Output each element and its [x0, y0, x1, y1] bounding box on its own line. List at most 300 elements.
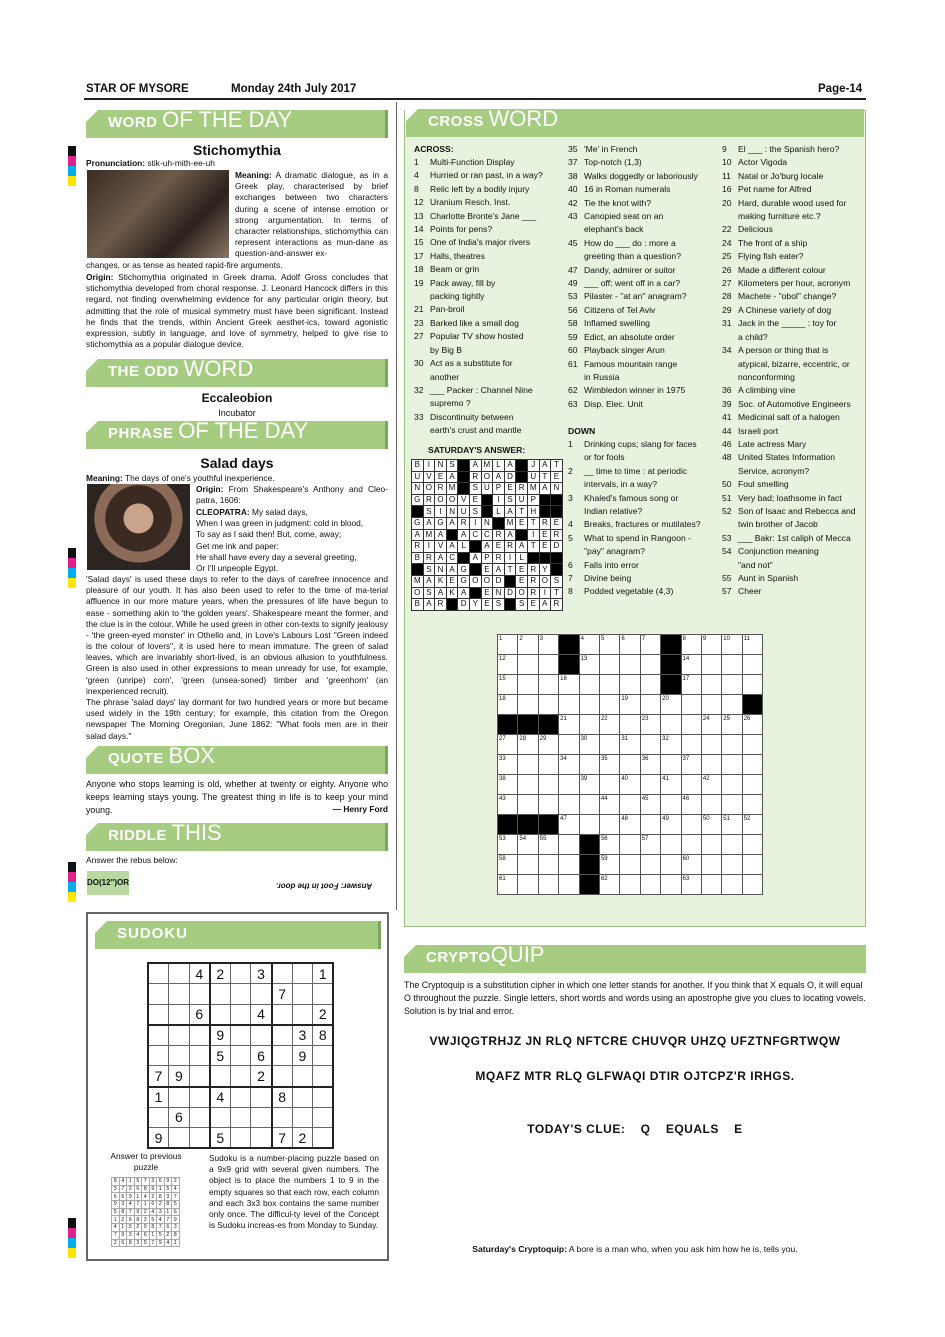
crossword-cell[interactable] — [742, 775, 762, 795]
crossword-cell[interactable] — [640, 655, 660, 675]
crossword-cell[interactable] — [701, 655, 721, 675]
crossword-cell[interactable] — [620, 875, 640, 895]
sudoku-cell[interactable] — [169, 984, 190, 1005]
crossword-cell[interactable] — [701, 835, 721, 855]
crossword-cell[interactable] — [518, 875, 538, 895]
answer-cell: I — [469, 517, 481, 529]
sudoku-cell[interactable]: 5 — [210, 1045, 231, 1066]
crossword-cell[interactable] — [722, 755, 742, 775]
sudoku-cell[interactable] — [210, 1004, 231, 1025]
clue-line — [568, 344, 718, 357]
answer-cell: 9 — [157, 1239, 165, 1247]
answer-cell: U — [527, 471, 539, 483]
sudoku-cell[interactable]: 3 — [251, 963, 272, 984]
crossword-cell[interactable]: 54 — [518, 835, 538, 855]
crossword-cell[interactable] — [640, 735, 660, 755]
clue-line — [414, 263, 564, 276]
crossword-cell[interactable] — [722, 835, 742, 855]
crossword-cell[interactable] — [538, 875, 558, 895]
sudoku-cell[interactable] — [230, 984, 251, 1005]
crossword-cell[interactable] — [620, 835, 640, 855]
crossword-cell[interactable]: 20 — [661, 695, 681, 715]
crossword-cell[interactable]: 11 — [742, 635, 762, 655]
crossword-cell[interactable] — [518, 655, 538, 675]
crossword-cell[interactable] — [742, 855, 762, 875]
sudoku-cell[interactable] — [169, 1025, 190, 1046]
wotd-banner-rest: OF THE DAY — [162, 106, 293, 132]
sudoku-cell[interactable]: 7 — [272, 1128, 293, 1149]
sudoku-cell[interactable] — [189, 1045, 210, 1066]
crossword-cell[interactable] — [681, 735, 701, 755]
crossword-cell[interactable] — [701, 735, 721, 755]
crossword-cell[interactable] — [620, 755, 640, 775]
sudoku-cell[interactable] — [230, 1066, 251, 1087]
sudoku-cell[interactable] — [272, 1004, 293, 1025]
crossword-cell[interactable] — [742, 795, 762, 815]
sudoku-cell[interactable]: 3 — [292, 1025, 313, 1046]
clue-line — [722, 398, 862, 411]
sudoku-cell[interactable] — [313, 1107, 334, 1128]
answer-cell: U — [481, 483, 493, 495]
clue-number: 26 — [722, 264, 732, 275]
sudoku-cell[interactable] — [169, 1128, 190, 1149]
crossword-cell[interactable]: 51 — [722, 815, 742, 835]
crossword-cell[interactable] — [620, 855, 640, 875]
clue-line — [568, 532, 718, 545]
clue-number: 37 — [568, 157, 578, 168]
clue-number: 27 — [722, 278, 732, 289]
crossword-cell[interactable] — [518, 755, 538, 775]
crossword-cell[interactable]: 12 — [498, 655, 518, 675]
crossword-cell[interactable]: 50 — [701, 815, 721, 835]
crossword-cell[interactable] — [722, 855, 742, 875]
clue-line — [568, 143, 718, 156]
page-number: Page-14 — [818, 83, 863, 95]
crossword-cell[interactable] — [701, 855, 721, 875]
clue-line — [722, 290, 862, 303]
sudoku-cell[interactable]: 7 — [272, 984, 293, 1005]
sudoku-cell[interactable]: 2 — [292, 1128, 313, 1149]
crossword-cell[interactable] — [701, 755, 721, 775]
sudoku-cell[interactable] — [189, 1128, 210, 1149]
crossword-cell[interactable]: 7 — [640, 635, 660, 655]
crossword-cell[interactable] — [681, 775, 701, 795]
crossword-cell[interactable]: 2 — [518, 635, 538, 655]
clue-number: 3 — [568, 492, 573, 503]
odd-banner-b: WORD — [183, 355, 254, 381]
crossword-cell[interactable]: 19 — [620, 695, 640, 715]
answer-cell: A — [446, 541, 458, 553]
crossword-cell[interactable]: 27 — [498, 735, 518, 755]
crossword-cell[interactable] — [538, 755, 558, 775]
crossword-cell[interactable] — [722, 655, 742, 675]
crossword-cell[interactable]: 25 — [722, 715, 742, 735]
sudoku-cell[interactable]: 6 — [169, 1107, 190, 1128]
crossword-cell[interactable]: 1 — [498, 635, 518, 655]
sudoku-cell[interactable] — [313, 984, 334, 1005]
crossword-cell[interactable] — [742, 835, 762, 855]
sudoku-cell[interactable]: 4 — [251, 1004, 272, 1025]
crossword-cell[interactable] — [579, 795, 599, 815]
sudoku-cell[interactable] — [251, 984, 272, 1005]
crossword-cell[interactable]: 47 — [559, 815, 579, 835]
crossword-cell[interactable] — [742, 875, 762, 895]
answer-cell: B — [412, 599, 424, 611]
sudoku-cell[interactable] — [313, 1045, 334, 1066]
wotd-meaning — [235, 170, 388, 259]
sudoku-cell[interactable] — [292, 984, 313, 1005]
crossword-cell[interactable] — [599, 695, 619, 715]
clue-line — [414, 344, 564, 357]
sudoku-grid[interactable] — [147, 962, 334, 1149]
crossword-cell[interactable] — [640, 695, 660, 715]
crossword-cell[interactable] — [681, 715, 701, 735]
answer-cell: 4 — [119, 1178, 127, 1186]
crossword-cell[interactable]: 3 — [538, 635, 558, 655]
sudoku-cell[interactable]: 2 — [313, 1004, 334, 1025]
crossword-cell[interactable] — [599, 775, 619, 795]
crossword-cell[interactable] — [579, 815, 599, 835]
crossword-cell[interactable]: 24 — [701, 715, 721, 735]
answer-black-square — [539, 506, 551, 518]
sudoku-cell[interactable]: 1 — [148, 1087, 169, 1108]
crossword-cell[interactable]: 45 — [640, 795, 660, 815]
crossword-cell[interactable] — [518, 775, 538, 795]
crossword-cell[interactable] — [620, 675, 640, 695]
sudoku-cell[interactable] — [272, 1025, 293, 1046]
answer-cell: 2 — [119, 1216, 127, 1224]
crossword-cell[interactable]: 8 — [681, 635, 701, 655]
crossword-cell[interactable] — [661, 835, 681, 855]
clue-text: Medicinal salt of a halogen — [738, 412, 840, 423]
sudoku-cell[interactable] — [251, 1128, 272, 1149]
crossword-cell[interactable] — [742, 655, 762, 675]
crossword-cell[interactable]: 44 — [599, 795, 619, 815]
answer-cell: O — [481, 575, 493, 587]
crossword-cell[interactable] — [701, 875, 721, 895]
crossword-cell[interactable] — [701, 675, 721, 695]
clue-number: 29 — [722, 304, 732, 315]
crossword-cell[interactable] — [538, 695, 558, 715]
sudoku-cell[interactable] — [189, 1107, 210, 1128]
crossword-cell[interactable]: 46 — [681, 795, 701, 815]
answer-cell: S — [504, 494, 516, 506]
crossword-cell[interactable] — [722, 735, 742, 755]
crossword-cell[interactable]: 23 — [640, 715, 660, 735]
crossword-cell[interactable] — [681, 695, 701, 715]
answer-cell: E — [551, 471, 563, 483]
crossword-cell[interactable] — [559, 795, 579, 815]
crossword-cell[interactable] — [518, 695, 538, 715]
crossword-cell[interactable]: 26 — [742, 715, 762, 735]
crossword-cell[interactable] — [599, 675, 619, 695]
sudoku-cell[interactable] — [148, 984, 169, 1005]
crossword-cell[interactable]: 28 — [518, 735, 538, 755]
sudoku-cell[interactable] — [169, 963, 190, 984]
crossword-cell[interactable]: 57 — [640, 835, 660, 855]
cryptoquip-line-1: VWJIQGTRHJZ JN RLQ NFTCRE CHUVQR UHZQ UFZTNFGRTWQW — [429, 1034, 841, 1048]
answer-black-square — [446, 529, 458, 541]
sudoku-cell[interactable]: 8 — [313, 1025, 334, 1046]
crossword-cell[interactable]: 62 — [599, 875, 619, 895]
sudoku-cell[interactable] — [169, 1045, 190, 1066]
sudoku-cell[interactable] — [210, 1066, 231, 1087]
crossword-cell[interactable]: 29 — [538, 735, 558, 755]
crossword-cell[interactable]: 13 — [579, 655, 599, 675]
sudoku-cell[interactable]: 9 — [148, 1128, 169, 1149]
sudoku-cell[interactable]: 2 — [210, 963, 231, 984]
crossword-cell[interactable] — [538, 655, 558, 675]
sudoku-cell[interactable] — [148, 963, 169, 984]
crossword-cell[interactable] — [620, 715, 640, 735]
crossword-cell[interactable] — [742, 755, 762, 775]
sudoku-cell[interactable] — [251, 1107, 272, 1128]
sudoku-cell[interactable] — [230, 1128, 251, 1149]
answer-cell: 6 — [119, 1239, 127, 1247]
crossword-cell[interactable] — [559, 775, 579, 795]
crossword-cell[interactable]: 18 — [498, 695, 518, 715]
sudoku-cell[interactable] — [272, 1107, 293, 1128]
answer-cell: H — [527, 506, 539, 518]
sudoku-cell[interactable]: 4 — [210, 1087, 231, 1108]
crossword-cell[interactable] — [742, 675, 762, 695]
crossword-cell[interactable]: 4 — [579, 635, 599, 655]
answer-cell: R — [493, 552, 505, 564]
clue-text: Edict, an absolute order — [584, 331, 675, 342]
crossword-cell[interactable]: 31 — [620, 735, 640, 755]
answer-cell: 9 — [172, 1216, 180, 1224]
sudoku-cell[interactable] — [148, 1004, 169, 1025]
clue-line — [722, 358, 862, 371]
wotd-banner — [86, 106, 388, 138]
crossword-cell[interactable] — [599, 655, 619, 675]
answer-cell: D — [493, 575, 505, 587]
sudoku-cell[interactable] — [148, 1025, 169, 1046]
crossword-cell[interactable]: 32 — [661, 735, 681, 755]
sudoku-cell[interactable] — [189, 1066, 210, 1087]
sudoku-cell[interactable] — [292, 1107, 313, 1128]
clue-text: packing tightly — [430, 291, 485, 302]
crossword-cell[interactable] — [722, 775, 742, 795]
crossword-cell[interactable]: 22 — [599, 715, 619, 735]
sudoku-cell[interactable] — [148, 1107, 169, 1128]
crossword-cell[interactable] — [681, 835, 701, 855]
crossword-cell[interactable] — [661, 755, 681, 775]
crossword-cell[interactable]: 10 — [722, 635, 742, 655]
sudoku-cell[interactable] — [292, 1087, 313, 1108]
answer-cell: 6 — [134, 1185, 142, 1193]
crossword-cell[interactable]: 61 — [498, 875, 518, 895]
crossword-cell[interactable]: 38 — [498, 775, 518, 795]
answer-cell: A — [504, 460, 516, 472]
clue-text: making furniture etc.? — [738, 211, 821, 222]
sudoku-cell[interactable]: 5 — [210, 1128, 231, 1149]
crossword-cell[interactable] — [579, 715, 599, 735]
sudoku-cell[interactable]: 8 — [272, 1087, 293, 1108]
sudoku-cell[interactable] — [292, 1066, 313, 1087]
crossword-cell[interactable] — [559, 855, 579, 875]
sudoku-cell[interactable] — [230, 1025, 251, 1046]
sudoku-cell[interactable] — [230, 1107, 251, 1128]
crossword-cell[interactable]: 43 — [498, 795, 518, 815]
crossword-cell[interactable]: 14 — [681, 655, 701, 675]
crossword-cell[interactable]: 5 — [599, 635, 619, 655]
sudoku-cell[interactable] — [313, 1087, 334, 1108]
sudoku-cell[interactable]: 9 — [210, 1025, 231, 1046]
sudoku-cell[interactable] — [230, 1087, 251, 1108]
crossword-cell[interactable] — [722, 795, 742, 815]
crossword-cell[interactable] — [661, 875, 681, 895]
crossword-cell[interactable] — [538, 795, 558, 815]
clue-text: Charlotte Bronte's Jane ___ — [430, 210, 537, 221]
sudoku-cell[interactable] — [313, 1066, 334, 1087]
clue-text: What to spend in Rangoon - — [584, 532, 692, 543]
sudoku-cell[interactable] — [313, 1128, 334, 1149]
crossword-cell[interactable]: 30 — [579, 735, 599, 755]
sudoku-cell[interactable] — [251, 1087, 272, 1108]
crossword-cell[interactable]: 58 — [498, 855, 518, 875]
sudoku-cell[interactable] — [230, 1045, 251, 1066]
crossword-cell[interactable]: 48 — [620, 815, 640, 835]
crossword-cell[interactable] — [722, 675, 742, 695]
crossword-cell[interactable] — [661, 795, 681, 815]
crossword-cell[interactable]: 55 — [538, 835, 558, 855]
crossword-cell[interactable]: 63 — [681, 875, 701, 895]
sudoku-cell[interactable] — [210, 984, 231, 1005]
crossword-cell[interactable] — [722, 875, 742, 895]
clue-text: Hurried or ran past, in a way? — [430, 170, 543, 181]
crossword-cell[interactable] — [538, 855, 558, 875]
crossword-cell[interactable]: 16 — [559, 675, 579, 695]
answer-cell: B — [412, 460, 424, 472]
clue-text: Breaks, fractures or mutilates? — [584, 519, 701, 530]
crossword-cell[interactable] — [742, 735, 762, 755]
crossword-grid[interactable] — [497, 634, 763, 895]
answer-cell: 4 — [149, 1208, 157, 1216]
crossword-cell[interactable]: 60 — [681, 855, 701, 875]
crossword-cell[interactable]: 37 — [681, 755, 701, 775]
sudoku-cell[interactable] — [272, 1045, 293, 1066]
crossword-cell[interactable]: 41 — [661, 775, 681, 795]
crossword-cell[interactable] — [559, 735, 579, 755]
sudoku-cell[interactable] — [230, 963, 251, 984]
sudoku-cell[interactable] — [272, 963, 293, 984]
print-marks-left-1 — [68, 146, 76, 186]
crossword-cell[interactable] — [640, 855, 660, 875]
clue-number: 38 — [568, 170, 578, 181]
sudoku-cell[interactable]: 1 — [313, 963, 334, 984]
crossword-cell[interactable]: 36 — [640, 755, 660, 775]
crossword-cell[interactable]: 34 — [559, 755, 579, 775]
clue-number: 16 — [722, 184, 732, 195]
crossword-cell[interactable] — [518, 795, 538, 815]
answer-cell: 2 — [149, 1193, 157, 1201]
crossword-cell[interactable] — [620, 795, 640, 815]
crossword-cell[interactable] — [620, 655, 640, 675]
sudoku-cell[interactable] — [210, 1107, 231, 1128]
crossword-cell[interactable]: 59 — [599, 855, 619, 875]
crossword-cell[interactable]: 6 — [620, 635, 640, 655]
crossword-cell[interactable]: 9 — [701, 635, 721, 655]
sudoku-cell[interactable]: 6 — [189, 1004, 210, 1025]
clue-line — [722, 237, 862, 250]
answer-cell: A — [516, 541, 528, 553]
crossword-cell[interactable] — [538, 675, 558, 695]
crossword-cell[interactable] — [722, 695, 742, 715]
sudoku-cell[interactable]: 7 — [148, 1066, 169, 1087]
answer-cell: U — [412, 471, 424, 483]
crossword-cell[interactable] — [599, 815, 619, 835]
sudoku-cell[interactable] — [251, 1025, 272, 1046]
crossword-cell[interactable]: 42 — [701, 775, 721, 795]
sudoku-cell[interactable] — [148, 1045, 169, 1066]
crossword-cell[interactable] — [640, 815, 660, 835]
sudoku-cell[interactable] — [292, 963, 313, 984]
crossword-cell[interactable]: 49 — [661, 815, 681, 835]
crossword-cell[interactable]: 56 — [599, 835, 619, 855]
clue-text: Jack in the _____ : toy for — [738, 318, 837, 329]
crossword-cell[interactable] — [559, 835, 579, 855]
crossword-cell[interactable] — [559, 695, 579, 715]
crossword-cell[interactable]: 39 — [579, 775, 599, 795]
crossword-cell[interactable] — [579, 695, 599, 715]
crossword-cell[interactable] — [681, 815, 701, 835]
sudoku-cell[interactable]: 9 — [292, 1045, 313, 1066]
crossword-cell[interactable]: 52 — [742, 815, 762, 835]
sudoku-cell[interactable]: 9 — [169, 1066, 190, 1087]
crossword-cell[interactable]: 35 — [599, 755, 619, 775]
sudoku-cell[interactable]: 4 — [189, 963, 210, 984]
crossword-cell[interactable] — [640, 775, 660, 795]
crossword-cell[interactable] — [701, 695, 721, 715]
crossword-cell[interactable] — [518, 855, 538, 875]
crossword-cell[interactable] — [579, 755, 599, 775]
crossword-cell[interactable] — [701, 795, 721, 815]
clue-number: 10 — [722, 157, 732, 168]
crossword-cell[interactable] — [538, 775, 558, 795]
sudoku-cell[interactable] — [189, 1025, 210, 1046]
sudoku-cell[interactable] — [189, 984, 210, 1005]
sudoku-cell[interactable] — [230, 1004, 251, 1025]
sudoku-cell[interactable]: 2 — [251, 1066, 272, 1087]
crossword-cell[interactable] — [518, 675, 538, 695]
crossword-cell[interactable]: 21 — [559, 715, 579, 735]
crossword-cell[interactable] — [559, 875, 579, 895]
answer-cell: A — [446, 564, 458, 576]
black-square — [661, 635, 681, 655]
sudoku-cell[interactable] — [169, 1087, 190, 1108]
crossword-cell[interactable]: 40 — [620, 775, 640, 795]
sudoku-cell[interactable] — [169, 1004, 190, 1025]
crossword-cell[interactable]: 17 — [681, 675, 701, 695]
crossword-cell[interactable] — [640, 875, 660, 895]
crossword-cell[interactable] — [579, 675, 599, 695]
wotd-photo — [87, 170, 229, 258]
crossword-cell[interactable] — [599, 735, 619, 755]
sudoku-cell[interactable] — [292, 1004, 313, 1025]
crossword-cell[interactable]: 53 — [498, 835, 518, 855]
crossword-cell[interactable] — [661, 855, 681, 875]
cq-banner-a: CRYPTO — [426, 948, 491, 966]
crossword-cell[interactable]: 33 — [498, 755, 518, 775]
sudoku-cell[interactable] — [189, 1087, 210, 1108]
sudoku-cell[interactable] — [272, 1066, 293, 1087]
sudoku-cell[interactable]: 6 — [251, 1045, 272, 1066]
answer-cell: R — [551, 529, 563, 541]
crossword-cell[interactable] — [661, 715, 681, 735]
crossword-cell[interactable] — [640, 675, 660, 695]
crossword-cell[interactable]: 15 — [498, 675, 518, 695]
